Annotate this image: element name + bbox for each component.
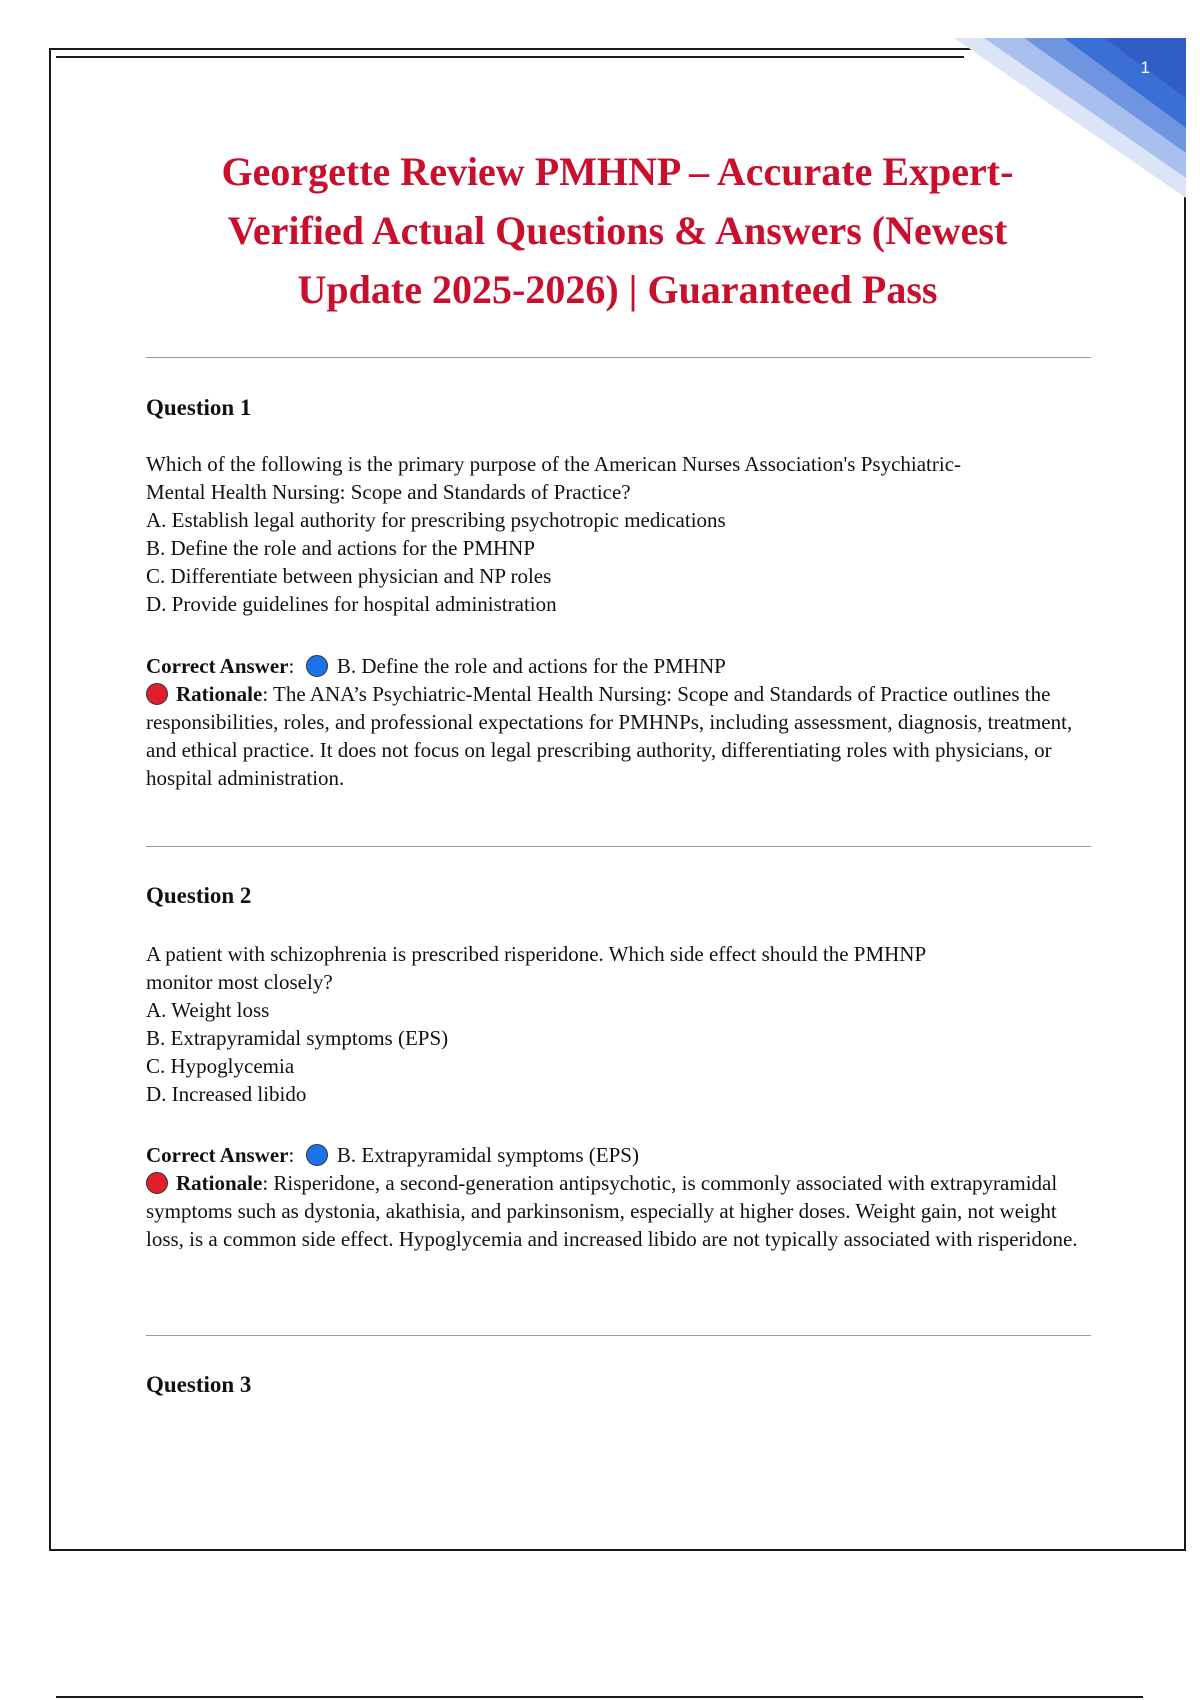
question-heading: Question 3	[146, 1372, 252, 1397]
correct-answer-line	[146, 652, 1096, 680]
correct-answer-label: Correct Answer	[146, 654, 289, 678]
top-rule	[56, 56, 964, 58]
answer-block	[146, 1141, 1096, 1253]
correct-answer-label: Correct Answer	[146, 1143, 289, 1167]
question-stem: Mental Health Nursing: Scope and Standards of Practice?	[146, 480, 631, 504]
red-circle-icon	[146, 1172, 168, 1194]
option-d: D. Provide guidelines for hospital administration	[146, 592, 557, 616]
rationale-label: Rationale	[176, 682, 263, 706]
question-body	[146, 450, 1096, 618]
correct-answer-line	[146, 1141, 1096, 1169]
section-divider	[146, 357, 1091, 358]
question-stem: Which of the following is the primary purpose of the American Nurses Association's Psychiatric-	[146, 452, 962, 476]
correct-answer-text: B. Define the role and actions for the PMHNP	[336, 654, 726, 678]
question-heading: Question 2	[146, 883, 252, 908]
option-c: C. Differentiate between physician and NP roles	[146, 564, 552, 588]
answer-block	[146, 652, 1096, 792]
section-divider	[146, 846, 1091, 847]
title-line: Georgette Review PMHNP – Accurate Expert-	[221, 149, 1014, 194]
blue-circle-icon	[306, 1144, 328, 1166]
option-b: B. Define the role and actions for the PMHNP	[146, 536, 536, 560]
option-a: A. Establish legal authority for prescribing psychotropic medications	[146, 508, 726, 532]
red-circle-icon	[146, 683, 168, 705]
option-a: A. Weight loss	[146, 998, 270, 1022]
rationale-text: The ANA’s Psychiatric-Mental Health Nursing: Scope and Standards of Practice outlines the responsibilities, roles, and professional expectations for PMHNPs, including assessment, diagnosis, treatment, and ethical practice. It does not focus on legal prescribing authority, differentiating roles with physicians, or hospital administration.	[146, 682, 1073, 790]
question-heading: Question 1	[146, 395, 252, 420]
page-number: 1	[1140, 58, 1150, 77]
document-title	[150, 142, 1085, 319]
title-line: Update 2025-2026) | Guaranteed Pass	[297, 267, 938, 312]
correct-answer-text: B. Extrapyramidal symptoms (EPS)	[336, 1143, 639, 1167]
rationale-text: Risperidone, a second-generation antipsychotic, is commonly associated with extrapyramidal symptoms such as dystonia, akathisia, and parkinsonism, especially at higher doses. Weight gain, not weight loss, is a common side effect. Hypoglycemia and increased libido are not typically associated with risperidone.	[146, 1171, 1078, 1251]
label-colon: :	[288, 1143, 295, 1167]
label-colon: :	[288, 654, 295, 678]
rationale-paragraph	[146, 680, 1096, 792]
label-colon: :	[262, 682, 269, 706]
option-d: D. Increased libido	[146, 1082, 307, 1106]
title-line: Verified Actual Questions & Answers (Newest	[227, 208, 1008, 253]
rationale-paragraph	[146, 1169, 1096, 1253]
question-stem: monitor most closely?	[146, 970, 333, 994]
rationale-label: Rationale	[176, 1171, 263, 1195]
question-body	[146, 940, 1096, 1108]
option-c: C. Hypoglycemia	[146, 1054, 295, 1078]
section-divider	[146, 1335, 1091, 1336]
blue-circle-icon	[306, 655, 328, 677]
option-b: B. Extrapyramidal symptoms (EPS)	[146, 1026, 449, 1050]
bottom-rule	[56, 1696, 1143, 1698]
question-stem: A patient with schizophrenia is prescribed risperidone. Which side effect should the PMHNP	[146, 942, 927, 966]
label-colon: :	[262, 1171, 269, 1195]
